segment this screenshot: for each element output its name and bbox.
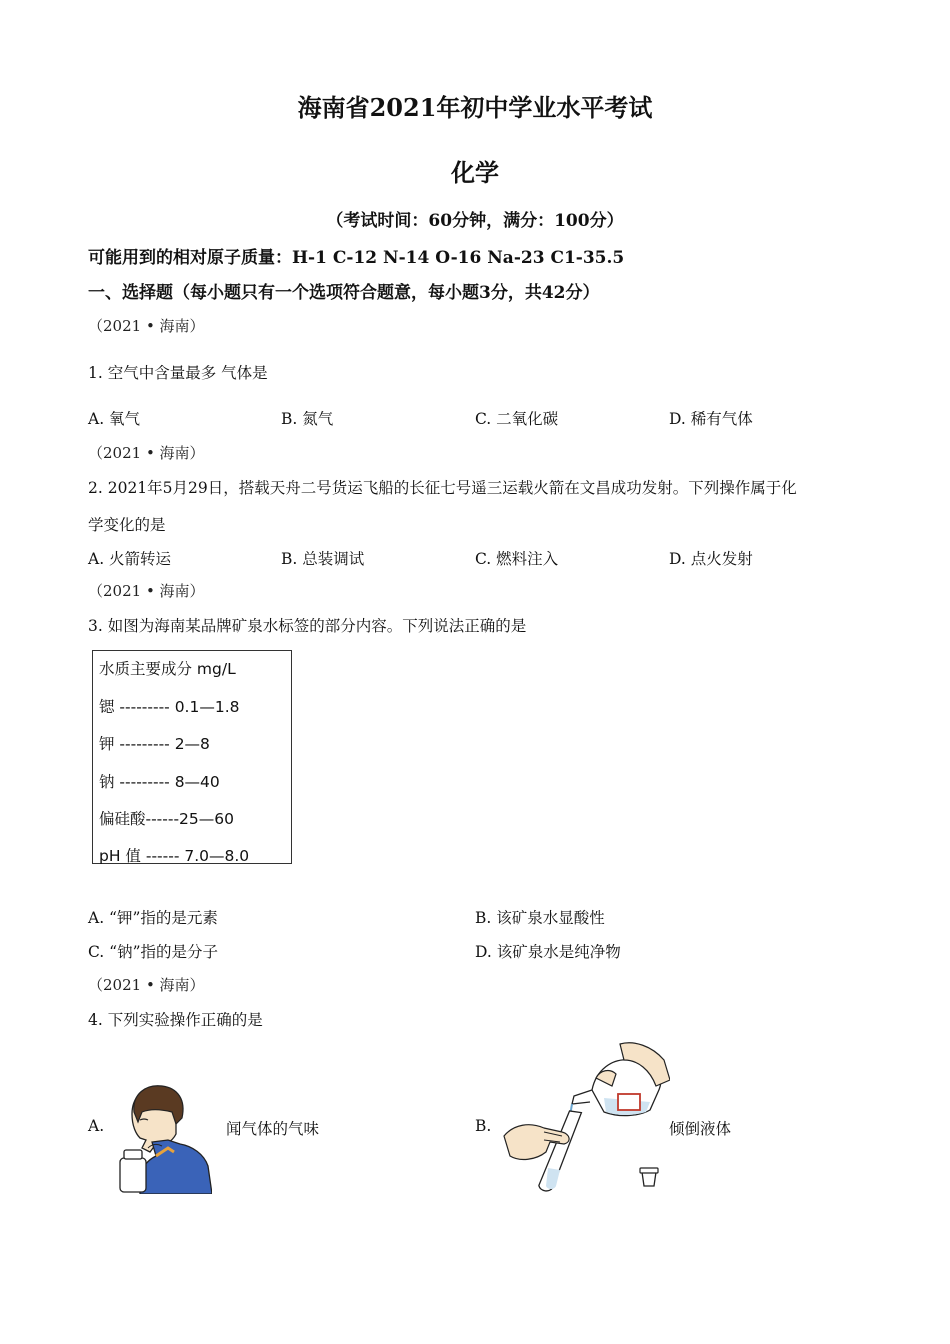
pouring-liquid-illustration — [500, 1040, 670, 1198]
option-d: D. 稀有气体 — [669, 410, 753, 428]
question-source: （2021 • 海南） — [88, 976, 205, 994]
option-b: B. 总装调试 — [281, 550, 365, 568]
question-stem-line2: 学变化的是 — [88, 516, 166, 534]
option-b-caption: 倾倒液体 — [669, 1120, 732, 1138]
question-source: （2021 • 海南） — [88, 317, 205, 335]
option-a: A. 火箭转运 — [88, 550, 172, 568]
option-a: A. “钾”指的是元素 — [88, 909, 218, 927]
exam-info: （考试时间：60分钟，满分：100分） — [326, 211, 624, 231]
label-header: 水质主要成分 mg/L — [99, 660, 236, 678]
option-d: D. 点火发射 — [669, 550, 753, 568]
question-source: （2021 • 海南） — [88, 582, 205, 600]
option-b-letter: B. — [475, 1117, 492, 1135]
atomic-mass-line: 可能用到的相对原子质量：H-1 C-12 N-14 O-16 Na-23 C1-35.5 — [88, 248, 625, 268]
label-row-sodium: 钠 --------- 8—40 — [99, 773, 220, 791]
section-heading: 一、选择题（每小题只有一个选项符合题意，每小题3分，共42分） — [88, 283, 600, 303]
question-stem-line1: 2. 2021年5月29日，搭载天舟二号货运飞船的长征七号遥三运载火箭在文昌成功发射。下列操作属于化 — [88, 479, 797, 497]
option-a: A. 氧气 — [88, 410, 141, 428]
exam-title: 海南省2021年初中学业水平考试 — [297, 93, 653, 122]
option-c: C. “钠”指的是分子 — [88, 943, 219, 961]
mineral-water-label — [92, 650, 292, 864]
smelling-gas-illustration — [112, 1082, 212, 1194]
option-c: C. 二氧化碳 — [475, 410, 559, 428]
option-c: C. 燃料注入 — [475, 550, 559, 568]
option-d: D. 该矿泉水是纯净物 — [475, 943, 621, 961]
question-source: （2021 • 海南） — [88, 444, 205, 462]
label-row-ph: pH 值 ------ 7.0—8.0 — [99, 847, 250, 865]
question-stem: 4. 下列实验操作正确的是 — [88, 1011, 263, 1029]
label-row-strontium: 锶 --------- 0.1—1.8 — [99, 698, 240, 716]
option-b: B. 该矿泉水显酸性 — [475, 909, 605, 927]
label-row-potassium: 钾 --------- 2—8 — [99, 735, 210, 753]
question-stem: 1. 空气中含量最多 气体是 — [88, 364, 268, 382]
subject-title: 化学 — [451, 158, 499, 187]
option-a-letter: A. — [88, 1117, 105, 1135]
question-stem: 3. 如图为海南某品牌矿泉水标签的部分内容。下列说法正确的是 — [88, 617, 527, 635]
option-a-caption: 闻气体的气味 — [226, 1120, 320, 1138]
option-b: B. 氮气 — [281, 410, 334, 428]
label-row-metasilicic-acid: 偏硅酸------25—60 — [99, 810, 235, 828]
